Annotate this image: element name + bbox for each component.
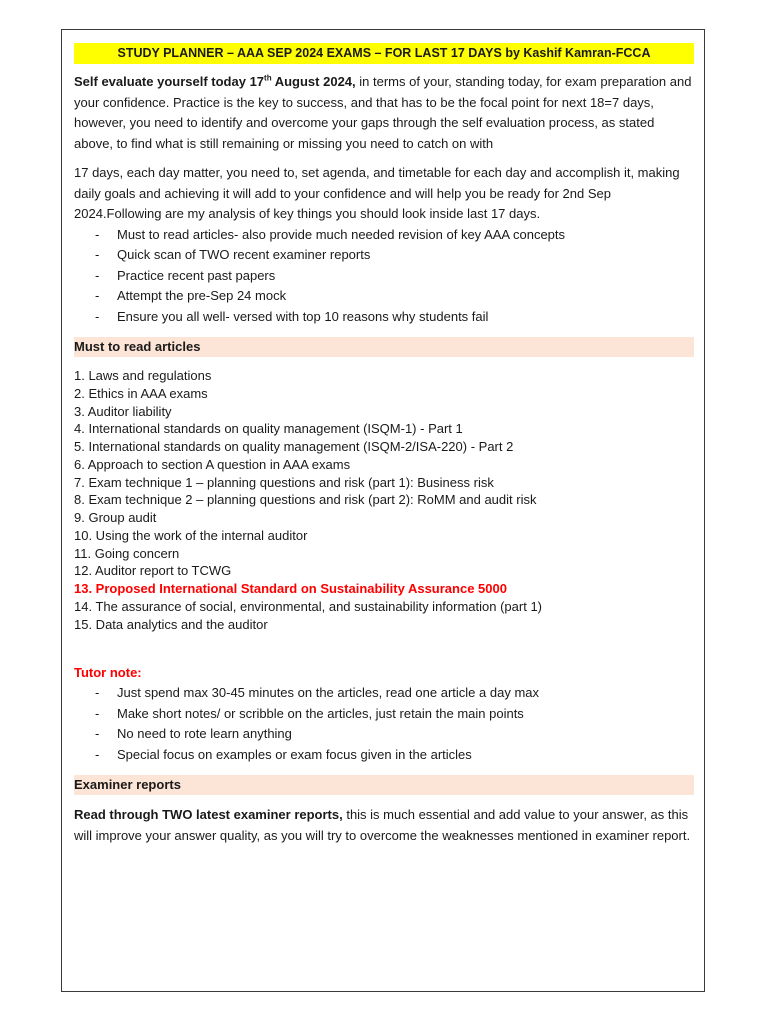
article-item: 7. Exam technique 1 – planning questions and risk (part 1): Business risk (74, 474, 494, 490)
article-item: 15. Data analytics and the auditor (74, 616, 268, 632)
list-item: - Special focus on examples or exam focus given in the articles (95, 746, 472, 762)
intro-text: in terms of your, standing today, for exam preparation and your confidence. Practice is the key to success, and that has to be the focal point for next 18=7 days, however, you need to identify and overcome your gaps through the self evaluation process, as stated above, to find what is still remaining or missing you need to catch on with (74, 74, 692, 151)
article-item: 6. Approach to section A question in AAA exams (74, 456, 351, 472)
article-item: 14. The assurance of social, environmental, and sustainability information (part 1) (74, 598, 543, 614)
list-item: - Practice recent past papers (95, 267, 276, 283)
article-item: 4. International standards on quality management (ISQM-1) - Part 1 (74, 421, 463, 437)
list-item: - Quick scan of TWO recent examiner reports (95, 247, 371, 262)
section-heading-articles: Must to read articles (74, 337, 694, 357)
list-item: - Ensure you all well- versed with top 10 reasons why students fail (95, 308, 489, 324)
article-item: 5. International standards on quality management (ISQM-2/ISA-220) - Part 2 (74, 439, 514, 454)
list-item: - No need to rote learn anything (95, 726, 292, 742)
article-item: 8. Exam technique 2 – planning questions and risk (part 2): RoMM and audit risk (74, 492, 537, 508)
document-content (74, 43, 694, 846)
article-item: 1. Laws and regulations (74, 368, 212, 383)
article-item: 11. Going concern (74, 545, 180, 561)
article-item: 2. Ethics in AAA exams (74, 385, 208, 401)
section-heading-examiner: Examiner reports (74, 775, 694, 795)
examiner-text: this is much essential and add value to your answer, as this will improve your answer quality, as you will try to overcome the weaknesses mentioned in examiner report. (74, 807, 691, 843)
list-item: - Attempt the pre-Sep 24 mock (95, 288, 287, 303)
list-item: - Just spend max 30-45 minutes on the articles, read one article a day max (95, 685, 539, 701)
paragraph-17-days: 17 days, each day matter, you need to, set agenda, and timetable for each day and accomplish it, making daily goals and achieving it will add to your confidence and will help you be ready for 2nd Sep 2024.Following are my analysis of key things you should look inside last 17 days. (74, 165, 680, 221)
document-title: STUDY PLANNER – AAA SEP 2024 EXAMS – FOR LAST 17 DAYS by Kashif Kamran-FCCA (74, 43, 694, 64)
key-things-list (74, 225, 694, 328)
tutor-note-label: Tutor note: (74, 665, 142, 681)
tutor-notes-list (74, 683, 694, 765)
article-item: 12. Auditor report to TCWG (74, 563, 232, 579)
list-item: - Make short notes/ or scribble on the articles, just retain the main points (95, 705, 524, 721)
article-item-highlighted: 13. Proposed International Standard on Sustainability Assurance 5000 (74, 581, 507, 596)
article-item: 9. Group audit (74, 510, 157, 525)
examiner-bold-lead: Read through TWO latest examiner reports, (74, 807, 343, 823)
examiner-paragraph (74, 805, 694, 846)
intro-paragraph (74, 72, 694, 154)
intro-bold-lead: Self evaluate yourself today 17th August 2024, (74, 73, 356, 89)
article-item: 3. Auditor liability (74, 403, 172, 419)
articles-list (74, 367, 694, 633)
list-item: - Must to read articles- also provide much needed revision of key AAA concepts (95, 226, 566, 242)
article-item: 10. Using the work of the internal auditor (74, 527, 308, 543)
